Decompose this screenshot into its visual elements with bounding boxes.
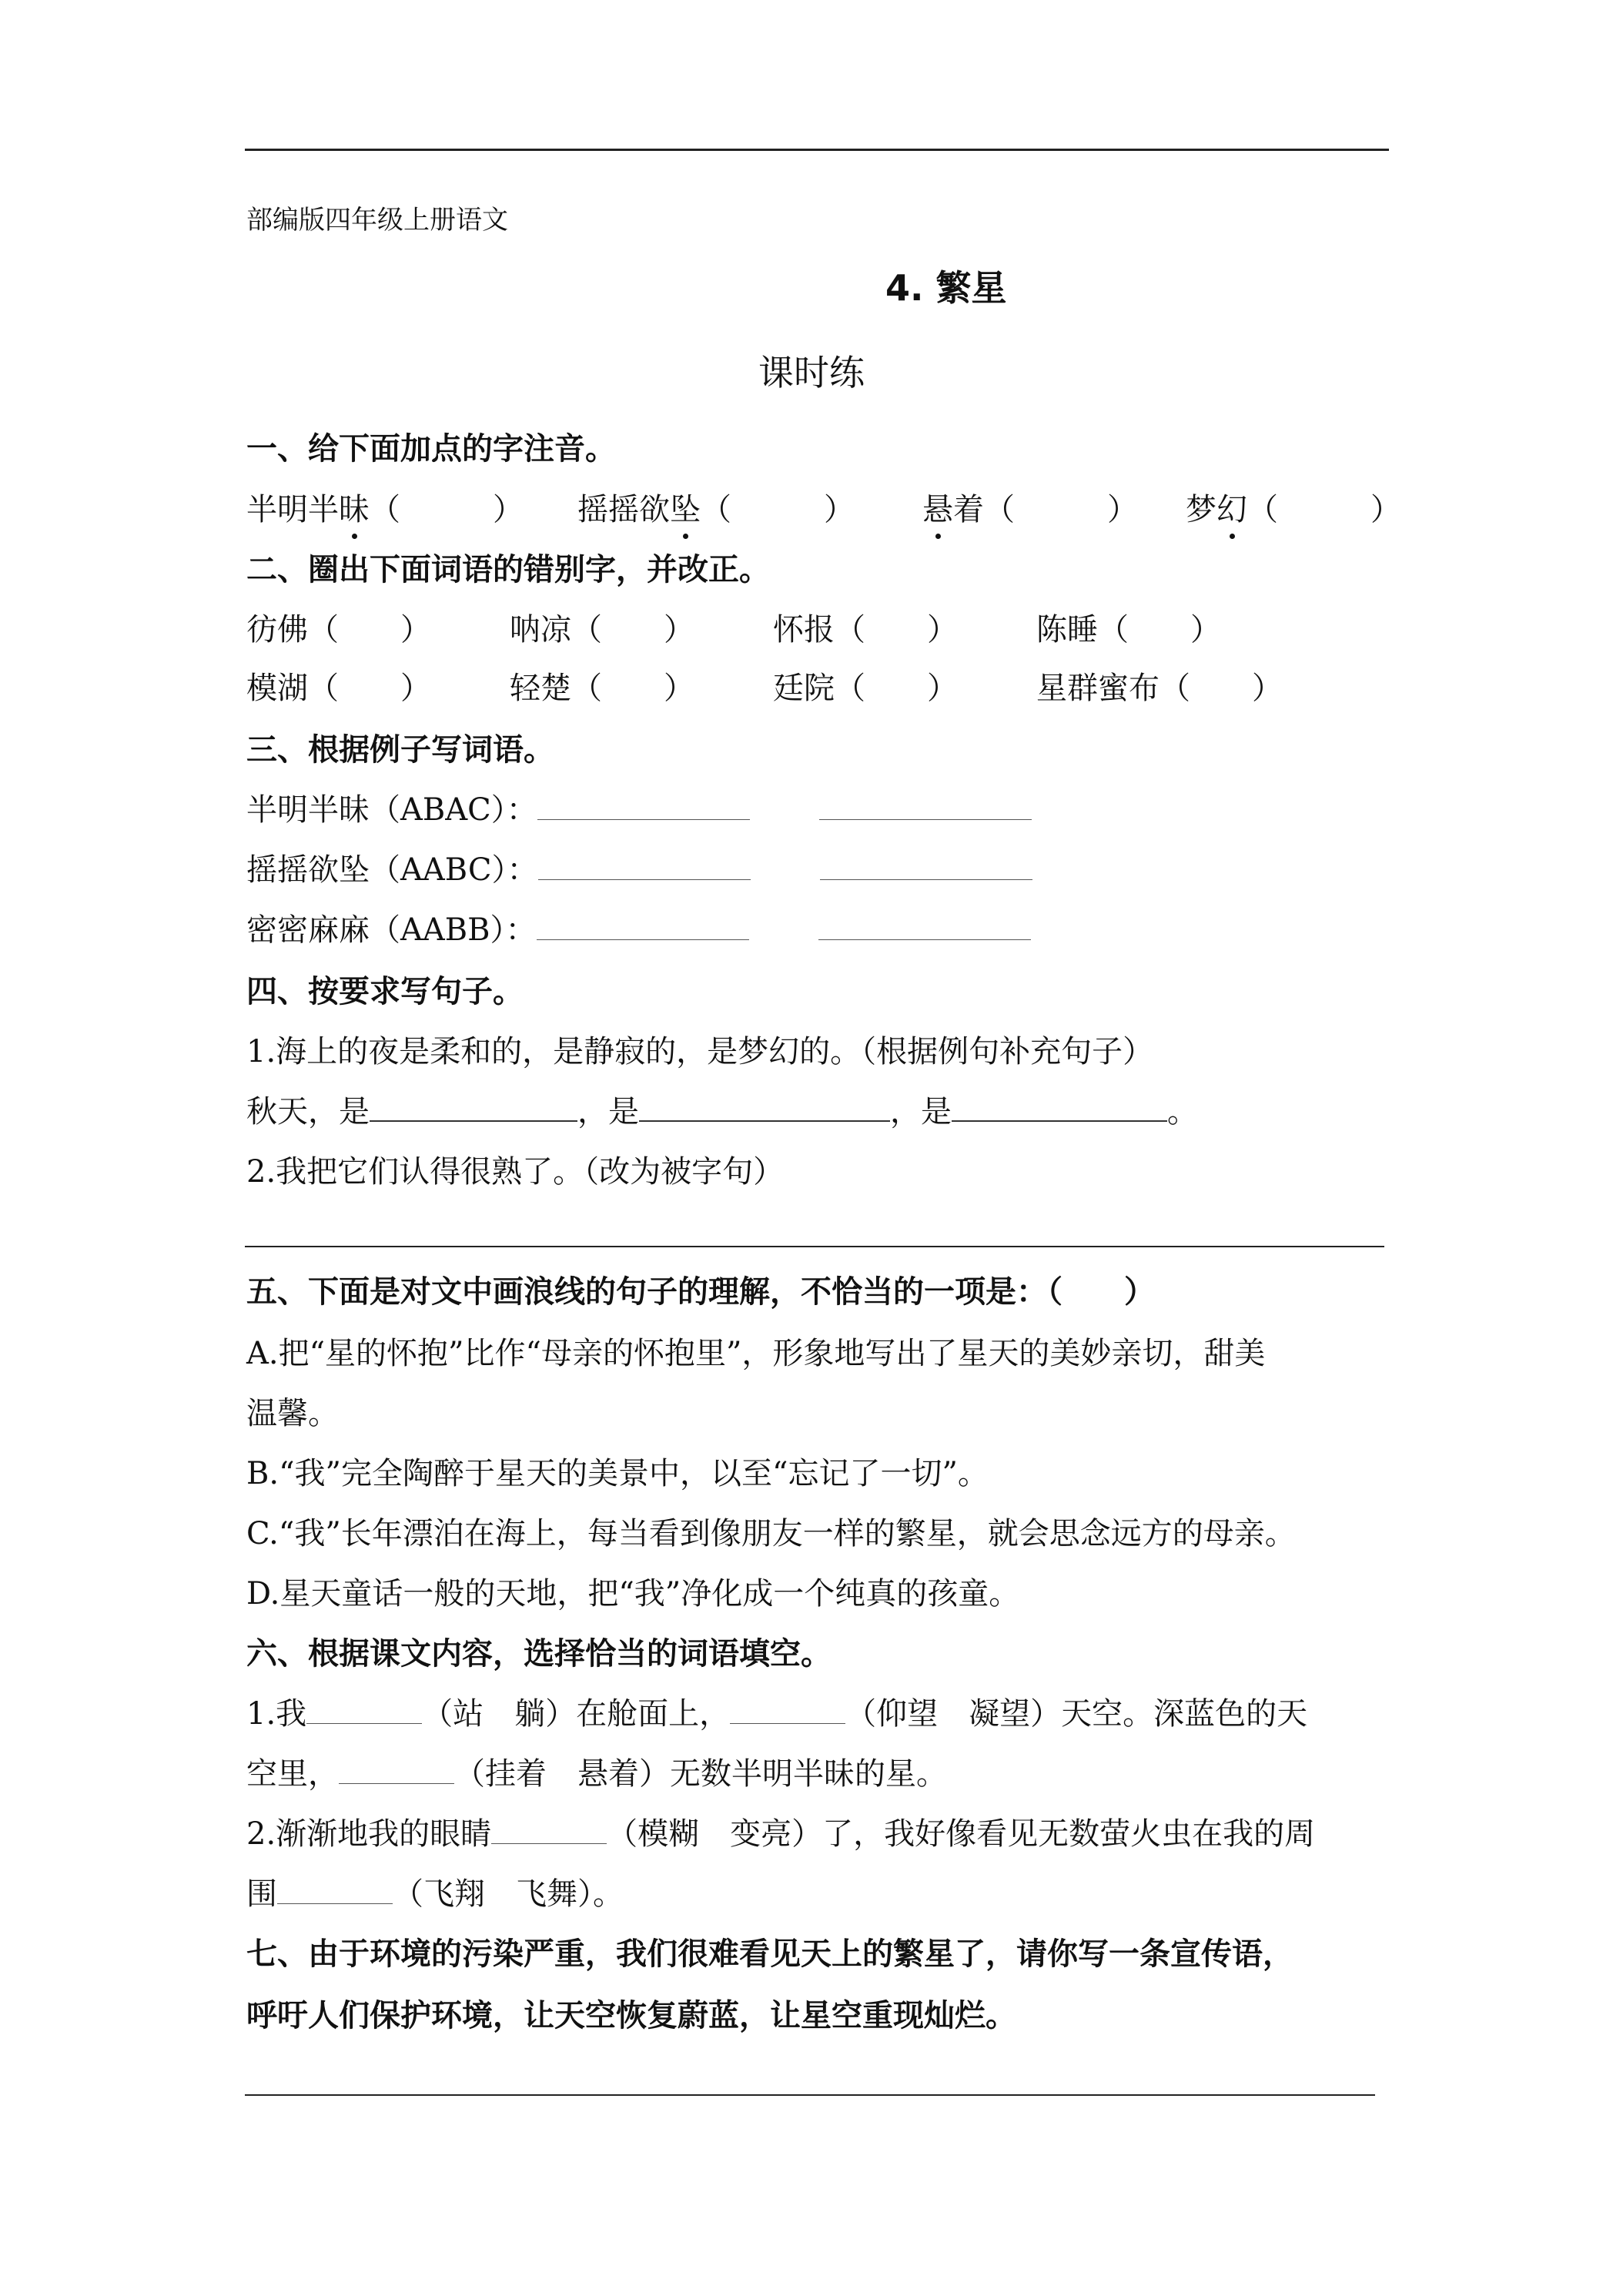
section2-item: 呐凉（ ）: [510, 612, 694, 648]
section2-item: 彷佛（ ）: [246, 612, 431, 648]
top-rule: [245, 149, 1389, 151]
answer-blank[interactable]: [730, 1694, 845, 1724]
answer-blank[interactable]: [537, 910, 749, 940]
section1-item: 半明半昧（ ）: [246, 488, 524, 531]
section2-item: 星群蜜布（ ）: [1036, 671, 1283, 706]
section3-item: 半明半昧（ABAC）：: [246, 788, 1032, 832]
section6-question-2-continued: 围 （飞翔 飞舞）。: [246, 1873, 624, 1916]
section4-heading: 四、按要求写句子。: [246, 974, 524, 1009]
section4-fill-line: 秋天，是 ，是 ，是 。: [246, 1090, 1198, 1133]
answer-blank[interactable]: [819, 790, 1032, 820]
answer-blank[interactable]: [537, 790, 750, 820]
answer-blank[interactable]: [306, 1694, 422, 1724]
subject-label: 部编版四年级上册语文: [246, 205, 508, 236]
answer-line[interactable]: [245, 1246, 1384, 1247]
answer-line[interactable]: [245, 2094, 1375, 2096]
lesson-subtitle: 课时练: [758, 352, 865, 393]
section1-item: 悬着（ ）: [922, 488, 1138, 531]
section6-heading: 六、根据课文内容，选择恰当的词语填空。: [246, 1636, 832, 1672]
option-a: A.把“星的怀抱”比作“母亲的怀抱里”，形象地写出了星天的美妙亲切，甜美: [246, 1336, 1266, 1371]
lesson-title: 4. 繁星: [885, 267, 1007, 309]
section2-item: 模湖（ ）: [246, 671, 431, 706]
section2-item: 陈睡（ ）: [1036, 612, 1221, 648]
section7-heading: 七、由于环境的污染严重，我们很难看见天上的繁星了，请你写一条宣传语，: [246, 1936, 1293, 1972]
answer-blank[interactable]: [818, 910, 1031, 940]
answer-blank[interactable]: [952, 1091, 1167, 1122]
section1-item: 梦幻（ ）: [1186, 488, 1401, 531]
section6-question-2: 2.渐渐地我的眼睛 （模糊 变亮）了，我好像看见无数萤火虫在我的周: [246, 1812, 1315, 1856]
section6-question-1: 1.我 （站 躺）在舱面上， （仰望 凝望）天空。深蓝色的天: [246, 1692, 1307, 1735]
section6-question-1-continued: 空里， （挂着 悬着）无数半明半昧的星。: [246, 1752, 947, 1796]
section4-question-1: 1.海上的夜是柔和的，是静寂的，是梦幻的。（根据例句补充句子）: [246, 1034, 1154, 1069]
section3-heading: 三、根据例子写词语。: [246, 732, 554, 768]
section2-heading: 二、圈出下面词语的错别字，并改正。: [246, 552, 770, 587]
answer-blank[interactable]: [277, 1874, 393, 1904]
answer-blank[interactable]: [339, 1754, 454, 1784]
section3-item: 摇摇欲坠（AABC）：: [246, 848, 1032, 892]
section2-item: 廷院（ ）: [773, 671, 958, 706]
option-d: D.星天童话一般的天地，把“我”净化成一个纯真的孩童。: [246, 1576, 1020, 1612]
answer-blank[interactable]: [639, 1091, 890, 1122]
section1-heading: 一、给下面加点的字注音。: [246, 431, 616, 467]
section2-item: 怀报（ ）: [773, 612, 958, 648]
section2-item: 轻楚（ ）: [510, 671, 694, 706]
answer-blank[interactable]: [538, 850, 751, 880]
section1-item: 摇摇欲坠（ ）: [577, 488, 855, 531]
answer-blank[interactable]: [820, 850, 1032, 880]
section5-heading: 五、下面是对文中画浪线的句子的理解，不恰当的一项是：（ ）: [246, 1274, 1155, 1310]
section3-item: 密密麻麻（AABB）：: [246, 909, 1031, 952]
option-c: C.“我”长年漂泊在海上，每当看到像朋友一样的繁星，就会思念远方的母亲。: [246, 1516, 1296, 1551]
answer-blank[interactable]: [491, 1814, 607, 1844]
section7-heading-continued: 呼吁人们保护环境，让天空恢复蔚蓝，让星空重现灿烂。: [246, 1998, 1016, 2033]
answer-blank[interactable]: [370, 1091, 577, 1122]
option-b: B.“我”完全陶醉于星天的美景中，以至“忘记了一切”。: [246, 1456, 989, 1491]
option-a-continued: 温馨。: [246, 1396, 339, 1431]
section4-question-2: 2.我把它们认得很熟了。（改为被字句）: [246, 1154, 785, 1190]
